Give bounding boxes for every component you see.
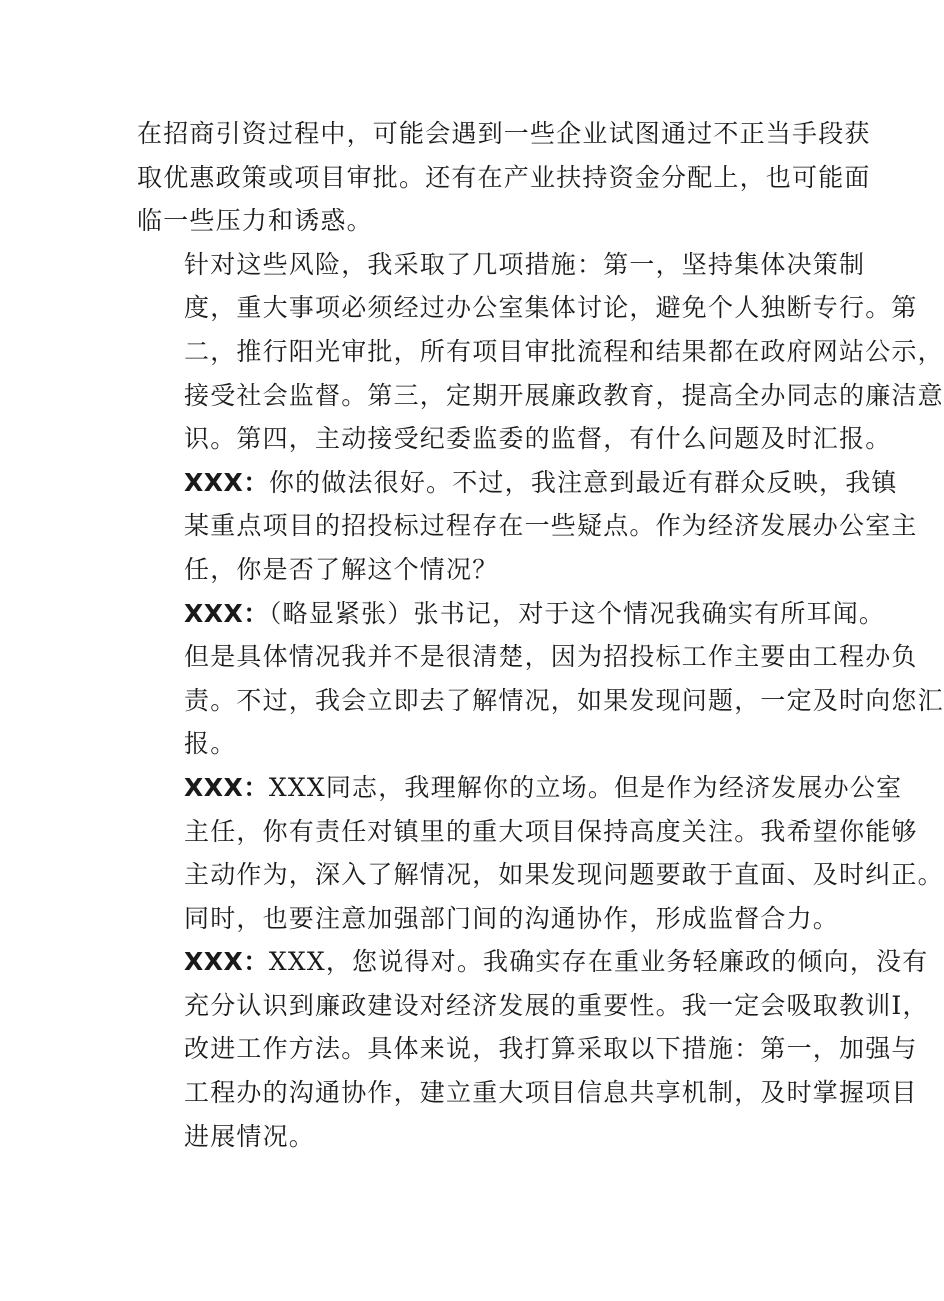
text-line — [137, 940, 929, 984]
text-line: 同时，也要注意加强部门间的沟通协作，形成监督合力。 — [184, 903, 840, 933]
speaker-label: XXX： — [184, 772, 269, 802]
document-body — [137, 112, 944, 1158]
text-line: 针对这些风险，我采取了几项措施：第一，坚持集体决策制 — [184, 249, 866, 279]
paragraph-dialogue-2 — [137, 592, 944, 766]
text-line: 进展情况。 — [184, 1121, 316, 1151]
text-line: 任，你是否了解这个情况？ — [184, 554, 499, 584]
text-line: 工程办的沟通协作，建立重大项目信息共享机制，及时掌握项目 — [184, 1078, 918, 1108]
text-line: 二，推行阳光审批，所有项目审批流程和结果都在政府网站公示， — [184, 336, 944, 366]
text-line: 责。不过，我会立即去了解情况，如果发现问题，一定及时向您汇 — [184, 685, 944, 715]
dialogue-text: 你的做法很好。不过，我注意到最近有群众反映，我镇 — [268, 467, 898, 497]
dialogue-text: （略显紧张）张书记，对于这个情况我确实有所耳闻。 — [268, 598, 886, 628]
text-line: 度，重大事项必须经过办公室集体讨论，避免个人独断专行。第 — [184, 293, 918, 323]
dialogue-text: XXX，您说得对。我确实存在重业务轻廉政的倾向，没有 — [268, 947, 929, 977]
text-line: 改进工作方法。具体来说，我打算采取以下措施：第一，加强与 — [184, 1034, 918, 1064]
speaker-label: XXX： — [184, 947, 269, 977]
dialogue-text: XXX同志，我理解你的立场。但是作为经济发展办公室 — [268, 772, 903, 802]
paragraph-dialogue-3 — [137, 766, 944, 940]
text-line: 主动作为，深入了解情况，如果发现问题要敢于直面、及时纠正。 — [184, 860, 944, 890]
text-line: 主任，你有责任对镇里的重大项目保持高度关注。我希望你能够 — [184, 816, 918, 846]
text-line: 充分认识到廉政建设对经济发展的重要性。我一定会吸取教训I， — [184, 990, 929, 1020]
paragraph-dialogue-1 — [137, 461, 918, 592]
text-line: 临一些压力和诱惑。 — [137, 206, 373, 236]
text-line: 接受社会监督。第三，定期开展廉政教育，提高全办同志的廉洁意 — [184, 380, 944, 410]
text-line — [137, 461, 898, 505]
text-line: 在招商引资过程中，可能会遇到一些企业试图通过不正当手段获 — [137, 119, 871, 148]
text-line — [137, 766, 903, 810]
speaker-label: XXX： — [184, 467, 269, 497]
paragraph-risks — [137, 112, 871, 243]
text-line: 识。第四，主动接受纪委监委的监督，有什么问题及时汇报。 — [184, 424, 892, 454]
text-line: 取优惠政策或项目审批。还有在产业扶持资金分配上，也可能面 — [137, 162, 871, 192]
paragraph-dialogue-4 — [137, 940, 929, 1158]
paragraph-measures — [137, 243, 944, 461]
text-line — [137, 592, 886, 636]
text-line: 但是具体情况我并不是很清楚，因为招投标工作主要由工程办负 — [184, 642, 918, 672]
text-line: 某重点项目的招投标过程存在一些疑点。作为经济发展办公室主 — [184, 511, 918, 541]
text-line: 报。 — [184, 729, 237, 759]
speaker-label: XXX： — [184, 598, 269, 628]
